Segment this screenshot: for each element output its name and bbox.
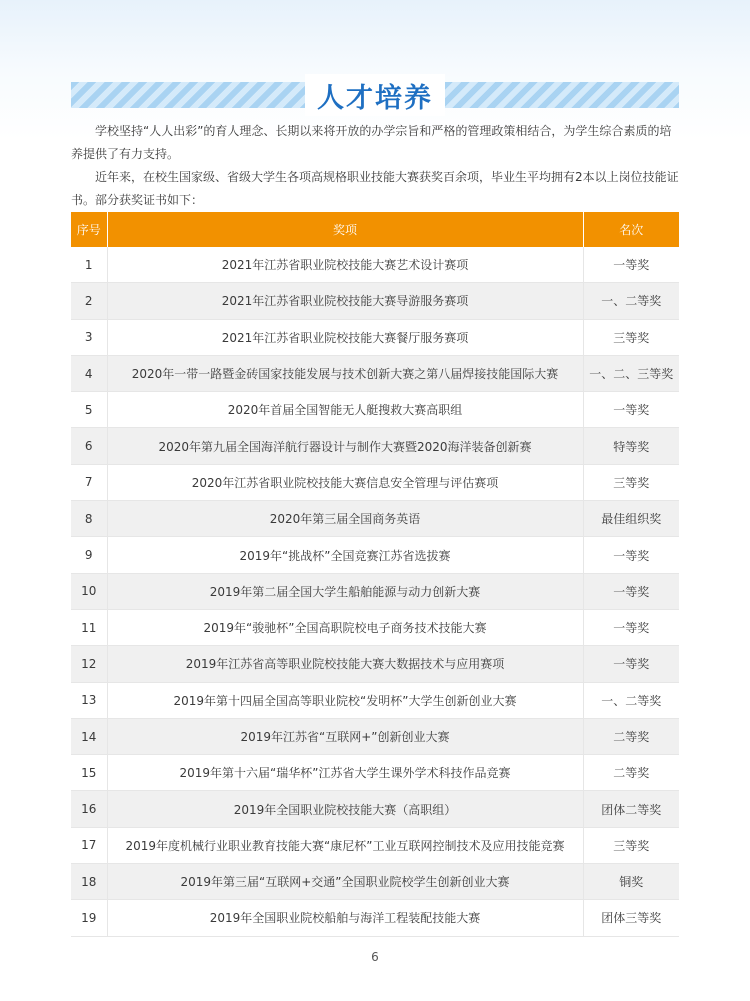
row-index: 16 <box>71 791 107 827</box>
row-award: 2019年度机械行业职业教育技能大赛“康尼杯”工业互联网控制技术及应用技能竞赛 <box>107 827 583 863</box>
row-index: 8 <box>71 501 107 537</box>
row-rank: 二等奖 <box>583 718 679 754</box>
row-award: 2019年“骏驰杯”全国高职院校电子商务技术技能大赛 <box>107 609 583 645</box>
row-award: 2021年江苏省职业院校技能大赛餐厅服务赛项 <box>107 319 583 355</box>
table-row <box>71 247 679 283</box>
intro-paragraph-2: 近年来，在校生国家级、省级大学生各项高规格职业技能大赛获奖百余项，毕业生平均拥有2本以上岗位技能证书。部分获奖证书如下： <box>71 170 679 207</box>
row-index: 13 <box>71 682 107 718</box>
row-index: 2 <box>71 283 107 319</box>
row-award: 2019年江苏省“互联网+”创新创业大赛 <box>107 718 583 754</box>
row-award: 2021年江苏省职业院校技能大赛导游服务赛项 <box>107 283 583 319</box>
table-row <box>71 501 679 537</box>
table-header-row <box>71 212 679 247</box>
table-row <box>71 682 679 718</box>
row-rank: 一、二等奖 <box>583 682 679 718</box>
table-row <box>71 827 679 863</box>
awards-table <box>71 212 679 937</box>
row-award: 2019年第二届全国大学生船舶能源与动力创新大赛 <box>107 573 583 609</box>
header-award: 奖项 <box>107 212 583 247</box>
row-award: 2019年“挑战杯”全国竞赛江苏省选拔赛 <box>107 537 583 573</box>
row-award: 2020年第三届全国商务英语 <box>107 501 583 537</box>
table-row <box>71 464 679 500</box>
row-index: 15 <box>71 755 107 791</box>
row-index: 5 <box>71 392 107 428</box>
row-award: 2021年江苏省职业院校技能大赛艺术设计赛项 <box>107 247 583 283</box>
row-award: 2020年一带一路暨金砖国家技能发展与技术创新大赛之第八届焊接技能国际大赛 <box>107 355 583 391</box>
table-row <box>71 900 679 936</box>
row-index: 4 <box>71 355 107 391</box>
table-row <box>71 646 679 682</box>
row-rank: 二等奖 <box>583 755 679 791</box>
table-row <box>71 718 679 754</box>
row-rank: 特等奖 <box>583 428 679 464</box>
table-row <box>71 609 679 645</box>
table-row <box>71 283 679 319</box>
row-index: 18 <box>71 864 107 900</box>
row-award: 2019年全国职业院校船舶与海洋工程装配技能大赛 <box>107 900 583 936</box>
table-row <box>71 791 679 827</box>
row-award: 2020年第九届全国海洋航行器设计与制作大赛暨2020海洋装备创新赛 <box>107 428 583 464</box>
row-award: 2019年全国职业院校技能大赛（高职组） <box>107 791 583 827</box>
intro-text <box>71 120 679 212</box>
page-title: 人才培养 <box>317 82 433 114</box>
row-index: 11 <box>71 609 107 645</box>
row-index: 7 <box>71 464 107 500</box>
row-index: 6 <box>71 428 107 464</box>
row-rank: 铜奖 <box>583 864 679 900</box>
row-rank: 一、二、三等奖 <box>583 355 679 391</box>
table-body <box>71 247 679 936</box>
row-index: 10 <box>71 573 107 609</box>
row-award: 2020年首届全国智能无人艇搜救大赛高职组 <box>107 392 583 428</box>
row-award: 2019年第十六届“瑞华杯”江苏省大学生课外学术科技作品竞赛 <box>107 755 583 791</box>
row-rank: 三等奖 <box>583 464 679 500</box>
row-rank: 一等奖 <box>583 609 679 645</box>
row-rank: 一、二等奖 <box>583 283 679 319</box>
row-rank: 一等奖 <box>583 573 679 609</box>
row-rank: 三等奖 <box>583 827 679 863</box>
row-index: 9 <box>71 537 107 573</box>
row-rank: 最佳组织奖 <box>583 501 679 537</box>
row-rank: 一等奖 <box>583 537 679 573</box>
row-rank: 团体二等奖 <box>583 791 679 827</box>
row-index: 19 <box>71 900 107 936</box>
row-award: 2020年江苏省职业院校技能大赛信息安全管理与评估赛项 <box>107 464 583 500</box>
row-index: 12 <box>71 646 107 682</box>
table-row <box>71 428 679 464</box>
row-rank: 一等奖 <box>583 646 679 682</box>
table-row <box>71 392 679 428</box>
row-index: 3 <box>71 319 107 355</box>
header-rank: 名次 <box>583 212 679 247</box>
table-row <box>71 864 679 900</box>
row-index: 17 <box>71 827 107 863</box>
row-award: 2019年第三届“互联网+交通”全国职业院校学生创新创业大赛 <box>107 864 583 900</box>
row-rank: 一等奖 <box>583 247 679 283</box>
header-index: 序号 <box>71 212 107 247</box>
row-rank: 一等奖 <box>583 392 679 428</box>
table-row <box>71 319 679 355</box>
table-row <box>71 573 679 609</box>
table-row <box>71 537 679 573</box>
row-index: 1 <box>71 247 107 283</box>
table-row <box>71 355 679 391</box>
row-rank: 三等奖 <box>583 319 679 355</box>
intro-paragraph-1: 学校坚持“人人出彩”的育人理念、长期以来将开放的办学宗旨和严格的管理政策相结合，为学生综合素质的培养提供了有力支持。 <box>71 124 672 161</box>
title-box <box>305 74 445 116</box>
row-award: 2019年江苏省高等职业院校技能大赛大数据技术与应用赛项 <box>107 646 583 682</box>
row-award: 2019年第十四届全国高等职业院校“发明杯”大学生创新创业大赛 <box>107 682 583 718</box>
row-index: 14 <box>71 718 107 754</box>
row-rank: 团体三等奖 <box>583 900 679 936</box>
page-number: 6 <box>371 950 379 964</box>
table-row <box>71 755 679 791</box>
